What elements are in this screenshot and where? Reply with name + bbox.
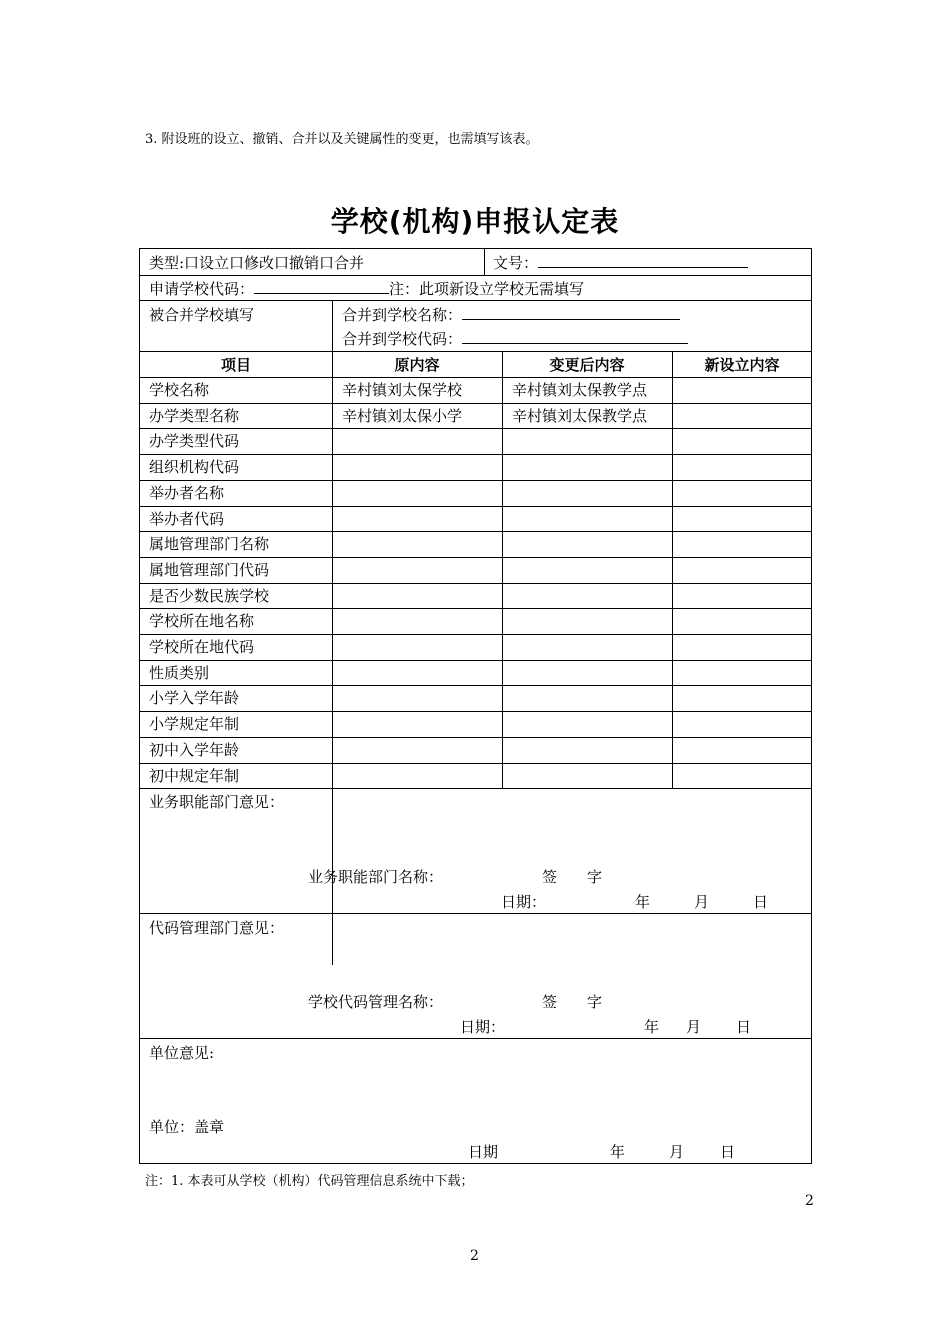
dept-opinion-label: 业务职能部门意见： — [149, 793, 285, 811]
table-cell-changed[interactable] — [512, 714, 662, 734]
table-cell-changed[interactable]: 辛村镇刘太保教学点 — [512, 406, 648, 425]
table-cell-item: 初中规定年制 — [149, 766, 240, 785]
table-cell-changed[interactable] — [512, 560, 662, 580]
table-cell-item: 属地管理部门名称 — [149, 535, 270, 554]
top-note: 3. 附设班的设立、撤销、合并以及关键属性的变更，也需填写该表。 — [145, 132, 539, 147]
table-cell-item: 小学入学年龄 — [149, 689, 240, 708]
table-cell-changed[interactable] — [512, 637, 662, 657]
table-cell-original[interactable] — [342, 509, 492, 529]
table-cell-original[interactable] — [342, 586, 492, 606]
table-cell-item: 办学类型名称 — [149, 406, 240, 425]
table-cell-original[interactable] — [342, 663, 492, 683]
table-cell-changed[interactable] — [512, 766, 662, 786]
table-row-divider — [140, 711, 811, 712]
divider — [484, 249, 485, 275]
doc-number-blank[interactable] — [538, 253, 748, 268]
table-cell-item: 办学类型代码 — [149, 432, 240, 451]
table-cell-original[interactable] — [342, 457, 492, 477]
table-cell-item: 举办者名称 — [149, 483, 225, 502]
merge-code-field[interactable] — [342, 329, 688, 349]
merged-school-label: 被合并学校填写 — [149, 306, 255, 324]
table-cell-changed[interactable] — [512, 688, 662, 708]
table-cell-changed[interactable]: 辛村镇刘太保教学点 — [512, 381, 648, 399]
code-opinion-label: 代码管理部门意见： — [149, 919, 285, 937]
unit-day-label: 日 — [720, 1143, 736, 1161]
column-header-new: 新设立内容 — [704, 356, 780, 374]
code-day-label: 日 — [736, 1018, 752, 1036]
table-cell-changed[interactable] — [512, 431, 662, 451]
table-cell-item: 组织机构代码 — [149, 458, 240, 477]
table-row-divider — [140, 763, 811, 764]
table-cell-new[interactable] — [682, 560, 832, 580]
column-header-changed: 变更后内容 — [549, 356, 625, 374]
table-cell-changed[interactable] — [512, 483, 662, 503]
divider — [140, 1038, 811, 1039]
divider — [332, 300, 333, 965]
table-cell-item: 小学规定年制 — [149, 715, 240, 734]
table-cell-changed[interactable] — [512, 457, 662, 477]
column-header-item: 项目 — [220, 356, 251, 374]
divider — [502, 351, 503, 788]
table-cell-new[interactable] — [682, 611, 832, 631]
unit-year-label: 年 — [610, 1143, 626, 1161]
table-cell-original[interactable] — [342, 483, 492, 503]
table-cell-new[interactable] — [682, 431, 832, 451]
table-cell-original[interactable] — [342, 431, 492, 451]
unit-opinion-label: 单位意见: — [149, 1044, 215, 1062]
table-cell-new[interactable] — [682, 380, 832, 400]
table-cell-original[interactable]: 辛村镇刘太保学校 — [342, 381, 463, 399]
divider — [140, 300, 811, 301]
table-row-divider — [140, 634, 811, 635]
type-label: 类型:口设立口修改口撤销口合并 — [149, 254, 365, 272]
code-year-label: 年 — [644, 1018, 660, 1036]
bottom-note: 注：1. 本表可从学校（机构）代码管理信息系统中下载； — [145, 1174, 474, 1189]
divider — [140, 275, 811, 276]
table-cell-item: 学校名称 — [149, 381, 210, 399]
table-cell-new[interactable] — [682, 586, 832, 606]
table-cell-original[interactable] — [342, 534, 492, 554]
table-cell-original[interactable] — [342, 611, 492, 631]
school-code-label: 申请学校代码： — [149, 280, 255, 298]
code-month-label: 月 — [686, 1018, 702, 1036]
unit-month-label: 月 — [669, 1143, 685, 1161]
table-cell-original[interactable] — [342, 637, 492, 657]
school-code-field[interactable] — [149, 279, 584, 299]
table-cell-new[interactable] — [682, 457, 832, 477]
table-cell-item: 属地管理部门代码 — [149, 560, 270, 579]
merge-code-blank[interactable] — [462, 329, 688, 344]
table-cell-changed[interactable] — [512, 611, 662, 631]
divider — [140, 913, 811, 914]
table-cell-original[interactable] — [342, 688, 492, 708]
table-cell-changed[interactable] — [512, 663, 662, 683]
table-cell-new[interactable] — [682, 766, 832, 786]
table-cell-new[interactable] — [682, 509, 832, 529]
table-row-divider — [140, 557, 811, 558]
code-name-label: 学校代码管理名称： — [308, 993, 444, 1011]
table-cell-changed[interactable] — [512, 509, 662, 529]
application-form — [139, 248, 812, 1164]
table-row-divider — [140, 685, 811, 686]
doc-number-label: 文号： — [493, 254, 539, 272]
column-header-original: 原内容 — [394, 356, 440, 374]
unit-date-label: 日期 — [468, 1143, 499, 1161]
table-row-divider — [140, 531, 811, 532]
table-cell-new[interactable] — [682, 637, 832, 657]
dept-month-label: 月 — [694, 893, 710, 911]
school-code-note: 注：此项新设立学校无需填写 — [389, 280, 585, 298]
dept-year-label: 年 — [635, 893, 651, 911]
table-row-divider — [140, 737, 811, 738]
page-number-center: 2 — [470, 1248, 479, 1264]
page-title: 学校(机构)申报认定表 — [330, 205, 620, 238]
table-row-divider — [140, 428, 811, 429]
table-row-divider — [140, 660, 811, 661]
table-cell-new[interactable] — [682, 406, 832, 426]
dept-name-label: 业务职能部门名称： — [308, 868, 444, 886]
page-number-right: 2 — [805, 1193, 814, 1209]
table-cell-item: 学校所在地名称 — [149, 612, 255, 631]
divider — [140, 377, 811, 378]
table-cell-original[interactable] — [342, 766, 492, 786]
table-cell-item: 举办者代码 — [149, 509, 225, 528]
table-cell-new[interactable] — [682, 740, 832, 760]
table-cell-original[interactable]: 辛村镇刘太保小学 — [342, 406, 463, 425]
table-cell-item: 是否少数民族学校 — [149, 586, 270, 605]
code-sign-label: 签 字 — [542, 993, 603, 1011]
merge-name-label: 合并到学校名称： — [342, 306, 463, 324]
table-row-divider — [140, 480, 811, 481]
table-row-divider — [140, 583, 811, 584]
dept-sign-label: 签 字 — [542, 868, 603, 886]
unit-seal-label: 单位：盖章 — [149, 1118, 225, 1136]
table-cell-item: 初中入学年龄 — [149, 740, 240, 759]
school-code-blank[interactable] — [254, 279, 389, 294]
table-row-divider — [140, 454, 811, 455]
table-cell-changed[interactable] — [512, 740, 662, 760]
merge-name-blank[interactable] — [462, 305, 680, 320]
dept-date-label: 日期： — [501, 893, 547, 911]
table-cell-new[interactable] — [682, 663, 832, 683]
code-date-label: 日期： — [460, 1018, 506, 1036]
table-row-divider — [140, 788, 811, 789]
table-cell-new[interactable] — [682, 483, 832, 503]
table-cell-original[interactable] — [342, 714, 492, 734]
table-cell-new[interactable] — [682, 714, 832, 734]
table-cell-original[interactable] — [342, 740, 492, 760]
divider — [140, 351, 811, 352]
dept-day-label: 日 — [753, 893, 769, 911]
table-cell-original[interactable] — [342, 560, 492, 580]
table-cell-changed[interactable] — [512, 534, 662, 554]
table-cell-item: 性质类别 — [149, 663, 210, 682]
table-row-divider — [140, 608, 811, 609]
table-row-divider — [140, 403, 811, 404]
merge-name-field[interactable] — [342, 305, 680, 325]
table-cell-new[interactable] — [682, 688, 832, 708]
merge-code-label: 合并到学校代码： — [342, 330, 463, 348]
table-cell-changed[interactable] — [512, 586, 662, 606]
table-cell-new[interactable] — [682, 534, 832, 554]
doc-number-field[interactable] — [493, 253, 748, 273]
table-cell-item: 学校所在地代码 — [149, 638, 255, 656]
table-row-divider — [140, 506, 811, 507]
divider — [672, 351, 673, 788]
